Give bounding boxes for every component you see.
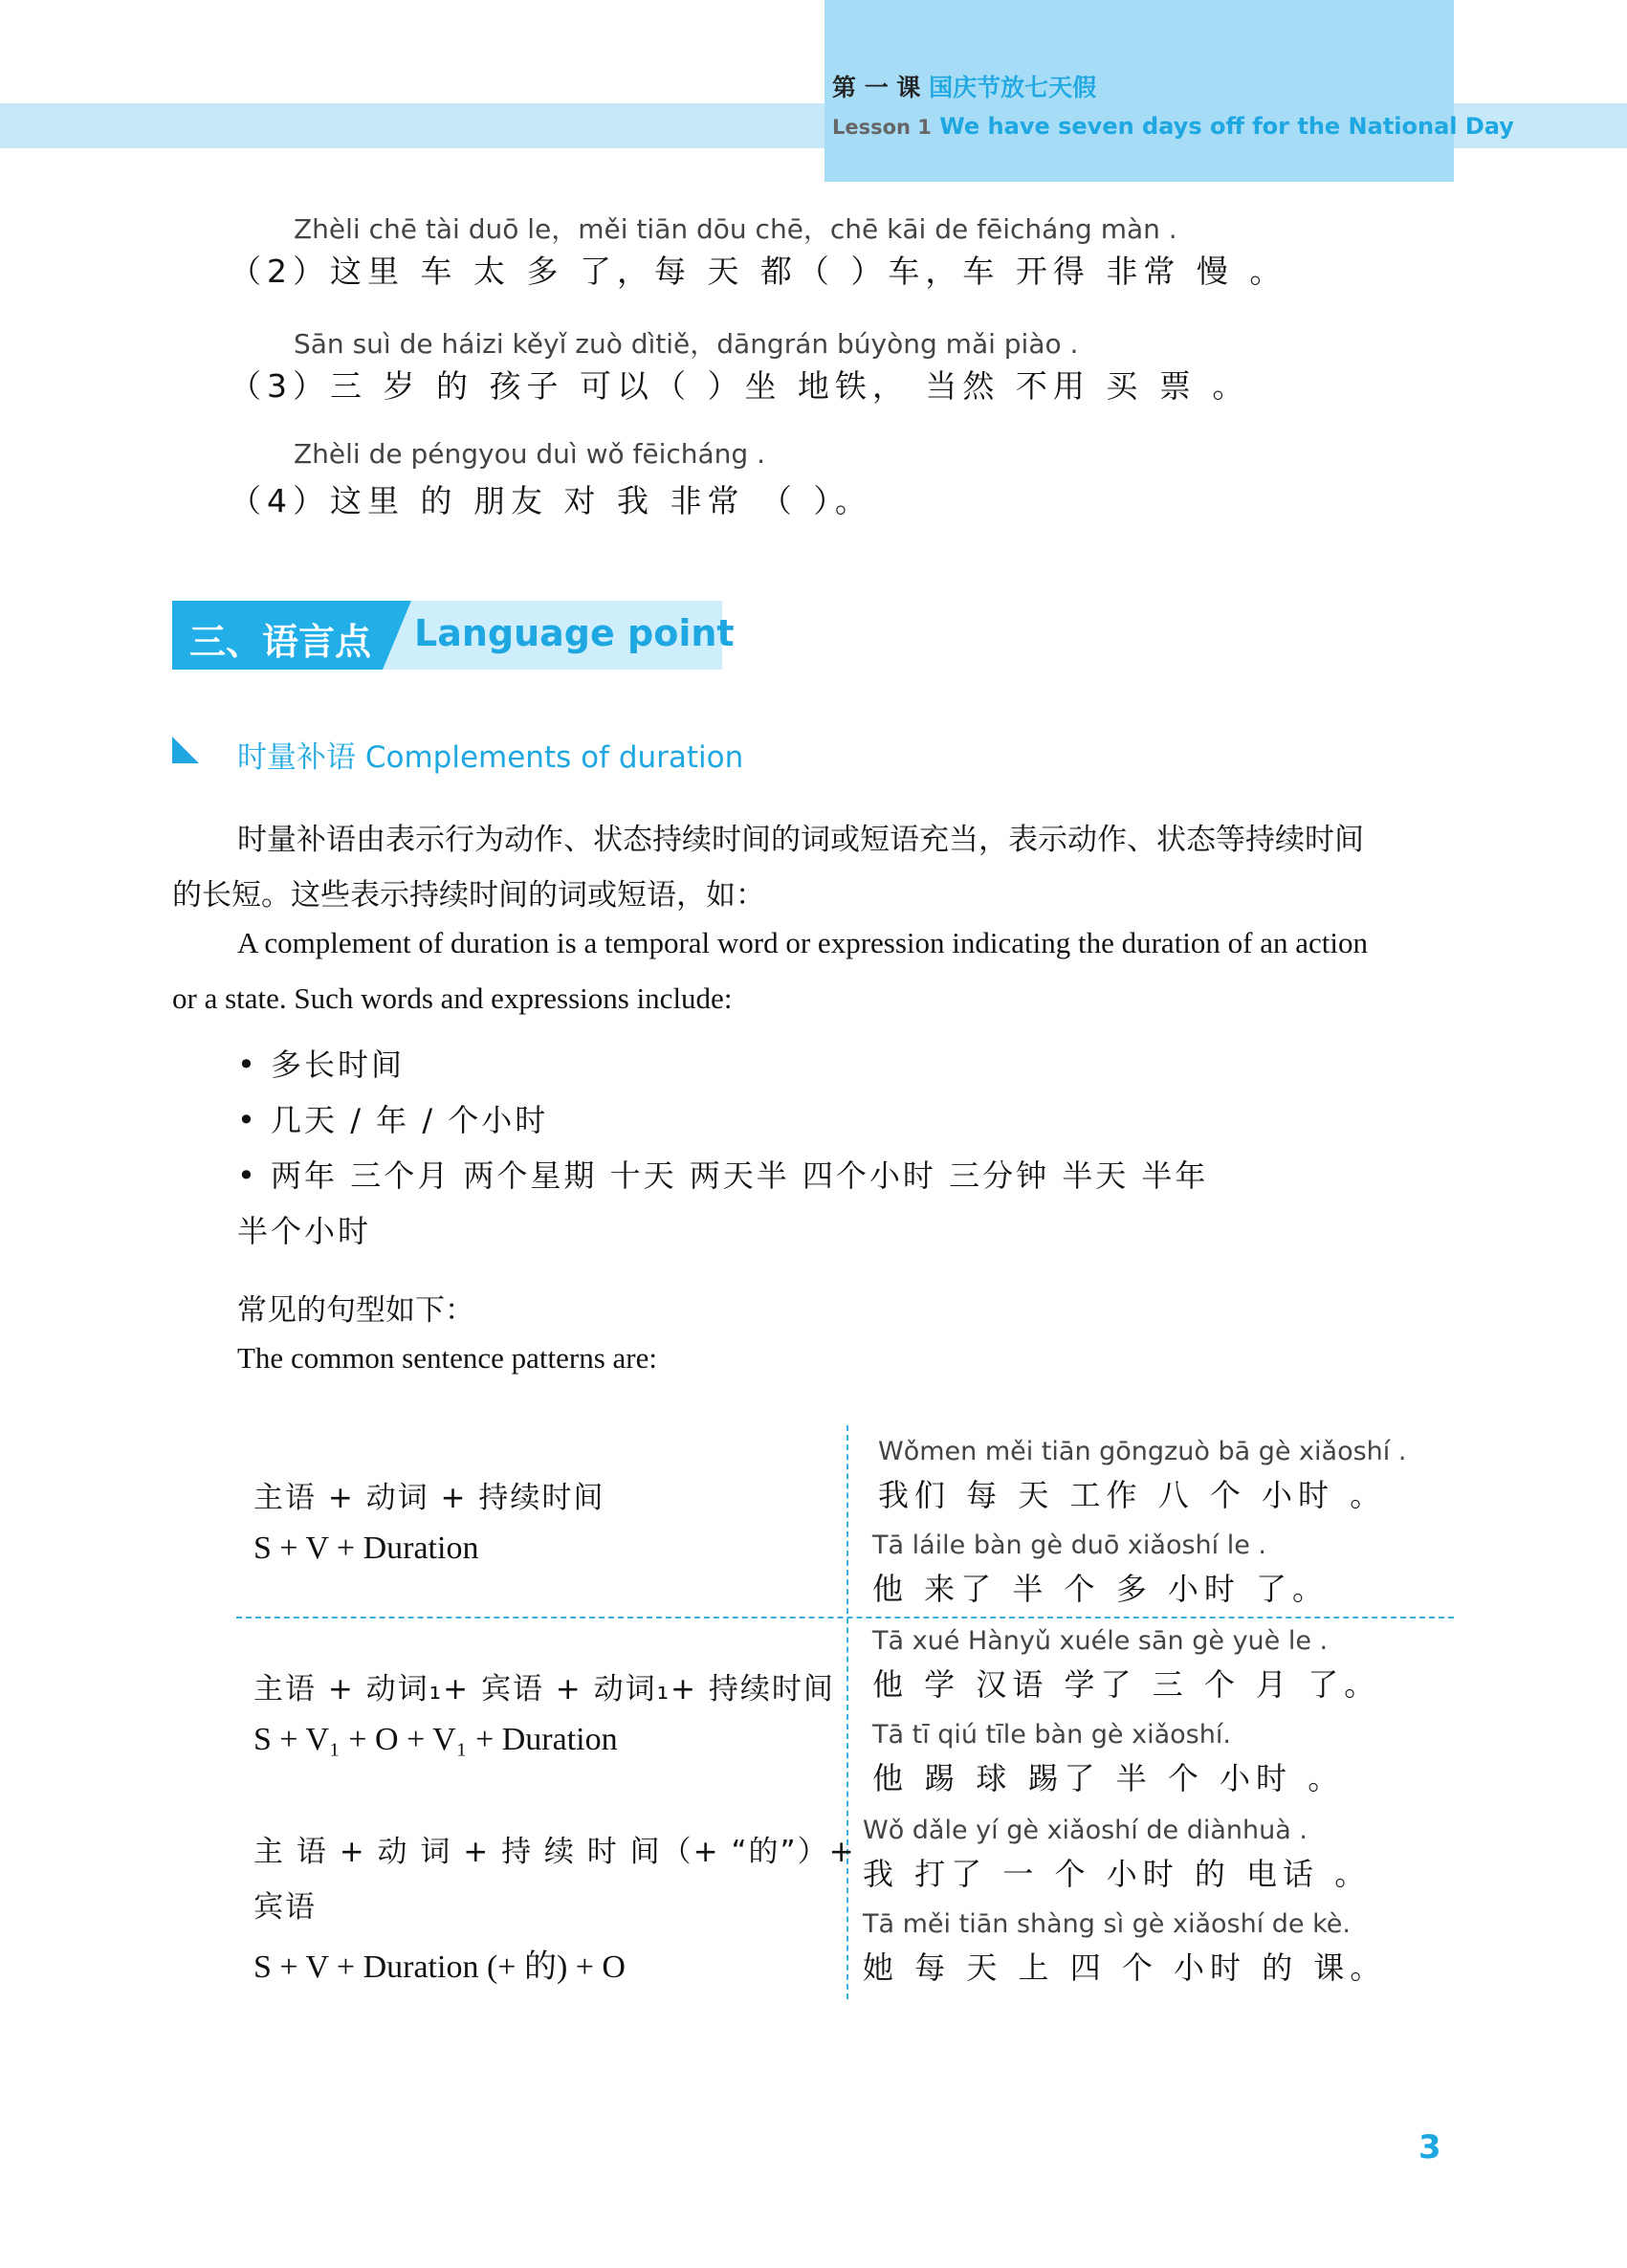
example-4-chinese: 他 踢 球 踢了 半 个 小时 。 <box>872 1760 1345 1796</box>
section-title-en: Language point <box>414 612 735 654</box>
pattern-2-en: S + V₁ + O + V₁ + Duration <box>253 1722 618 1757</box>
exercise-3-chinese: （3）三 岁 的 孩子 可以（ ）坐 地铁， 当然 不用 买 票 。 <box>230 367 1250 405</box>
subsection-title: 时量补语 Complements of duration <box>237 740 744 775</box>
list-item: 半个小时 <box>237 1213 372 1249</box>
lesson-title-en <box>832 113 1514 140</box>
intro-en-line1: A complement of duration is a temporal word or expression indicating the duration of an action <box>237 926 1368 959</box>
exercise-4-pinyin: Zhèli de péngyou duì wǒ fēicháng . <box>294 438 765 470</box>
section-banner <box>172 601 735 670</box>
page-number: 3 <box>1418 2128 1441 2167</box>
lesson-name-en: We have seven days off for the National Day <box>939 113 1514 140</box>
exercise-2-pinyin: Zhèli chē tài duō le，měi tiān dōu chē，chē kāi de fēicháng màn . <box>294 213 1177 245</box>
example-1-pinyin: Wǒmen měi tiān gōngzuò bā gè xiǎoshí . <box>878 1437 1407 1466</box>
table-divider-horizontal <box>236 1617 1454 1618</box>
example-4-pinyin: Tā tī qiú tīle bàn gè xiǎoshí. <box>872 1720 1231 1750</box>
pattern-1-cn: 主语 + 动词 + 持续时间 <box>253 1481 605 1515</box>
exercise-3-pinyin: Sān suì de háizi kěyǐ zuò dìtiě，dāngrán búyòng mǎi piào . <box>294 328 1079 360</box>
list-item: • 多长时间 <box>237 1046 406 1083</box>
pattern-3-en: S + V + Duration (+ 的) + O <box>253 1949 626 1985</box>
triangle-icon <box>172 737 199 763</box>
example-1-chinese: 我们 每 天 工作 八 个 小时 。 <box>878 1477 1387 1513</box>
table-divider-vertical <box>846 1425 848 1999</box>
example-2-pinyin: Tā láile bàn gè duō xiǎoshí le . <box>872 1530 1267 1560</box>
patterns-intro-en: The common sentence patterns are: <box>237 1341 657 1375</box>
lesson-number-cn: 第 一 课 <box>832 74 921 101</box>
example-5-pinyin: Wǒ dǎle yí gè xiǎoshí de diànhuà . <box>863 1816 1308 1845</box>
pattern-2-cn: 主语 + 动词₁+ 宾语 + 动词₁+ 持续时间 <box>253 1672 835 1707</box>
intro-en-line2: or a state. Such words and expressions include: <box>172 981 733 1015</box>
pattern-3-cn: 主 语 + 动 词 + 持 续 时 间（+ “的”）+ <box>253 1835 856 1869</box>
example-2-chinese: 他 来了 半 个 多 小时 了。 <box>872 1571 1330 1607</box>
patterns-intro-cn: 常见的句型如下： <box>237 1293 474 1328</box>
exercise-2-chinese: （2）这里 车 太 多 了，每 天 都（ ）车，车 开得 非常 慢 。 <box>230 253 1287 290</box>
exercise-4-chinese: （4）这里 的 朋友 对 我 非常 （ ）。 <box>230 482 872 519</box>
lesson-number-en: Lesson 1 <box>832 116 932 139</box>
pattern-3-cn-cont: 宾语 <box>253 1890 317 1925</box>
pattern-1-en: S + V + Duration <box>253 1530 479 1566</box>
intro-cn-line1: 时量补语由表示行为动作、状态持续时间的词或短语充当，表示动作、状态等持续时间 <box>237 823 1364 857</box>
list-item: • 两年 三个月 两个星期 十天 两天半 四个小时 三分钟 半天 半年 <box>237 1157 1209 1194</box>
example-5-chinese: 我 打了 一 个 小时 的 电话 。 <box>863 1856 1372 1892</box>
example-6-pinyin: Tā měi tiān shàng sì gè xiǎoshí de kè. <box>863 1909 1351 1939</box>
intro-cn-line2: 的长短。这些表示持续时间的词或短语，如： <box>172 878 765 913</box>
list-item: • 几天 / 年 / 个小时 <box>237 1102 549 1138</box>
section-title-cn: 三、语言点 <box>189 621 372 663</box>
example-3-pinyin: Tā xué Hànyǔ xuéle sān gè yuè le . <box>872 1626 1329 1656</box>
example-3-chinese: 他 学 汉语 学了 三 个 月 了。 <box>872 1666 1381 1703</box>
lesson-title-cn <box>832 69 1096 103</box>
lesson-name-cn: 国庆节放七天假 <box>929 74 1097 101</box>
example-6-chinese: 她 每 天 上 四 个 小时 的 课。 <box>863 1949 1387 1986</box>
